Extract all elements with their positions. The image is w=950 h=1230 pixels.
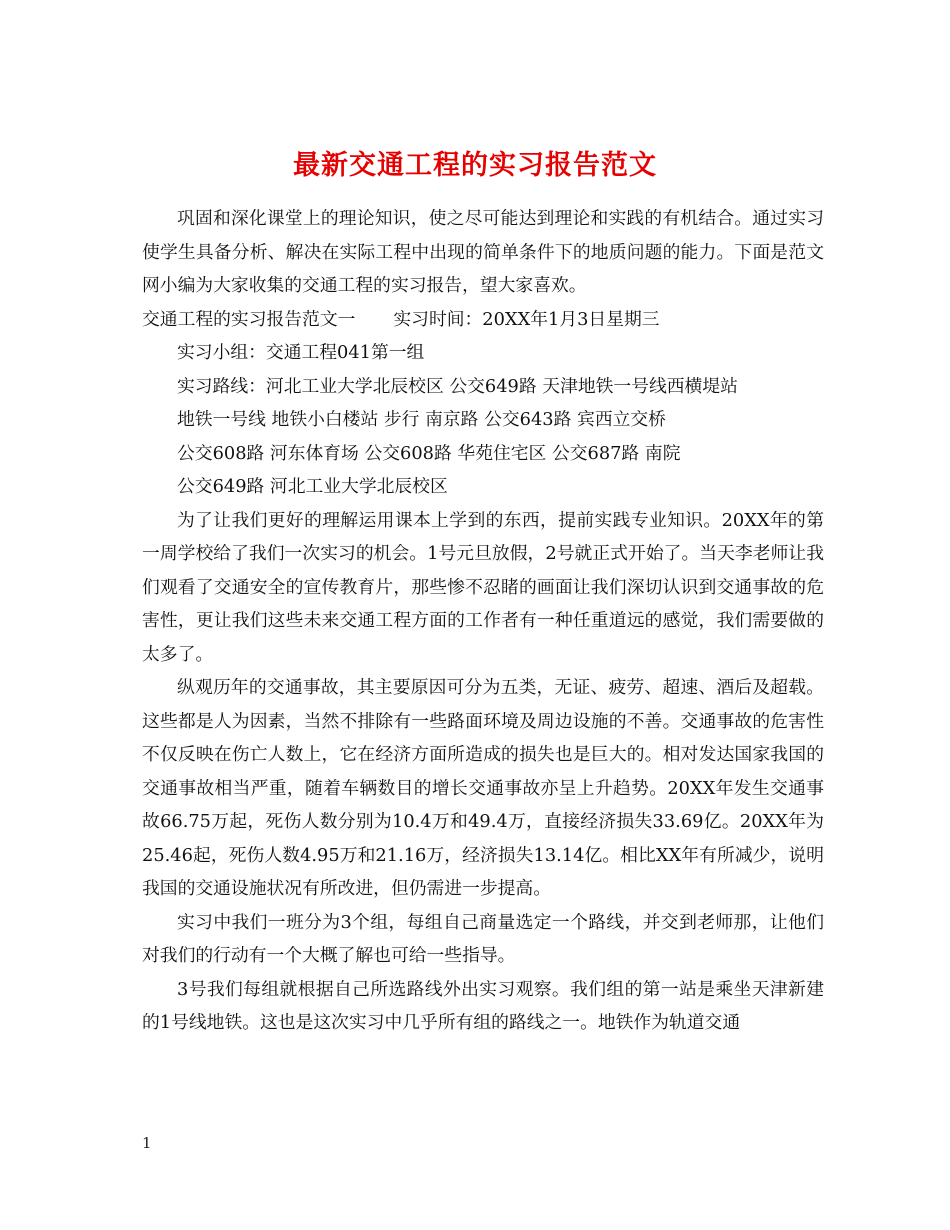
route-line-2: 地铁一号线 地铁小白楼站 步行 南京路 公交643路 宾西立交桥 [177,409,666,430]
intro-paragraph: 巩固和深化课堂上的理论知识，使之尽可能达到理论和实践的有机结合。通过实习使学生具备分析、解决在实际工程中出现的简单条件下的地质问题的能力。下面是范文网小编为大家收集的交通工程的实习报告，望大家喜欢。 [142,208,824,296]
route-line-1: 实习路线：河北工业大学北辰校区 公交649路 天津地铁一号线西横堤站 [177,375,738,397]
observation-paragraph: 3号我们每组就根据自己所选路线外出实习观察。我们组的第一站是乘坐天津新建的1号线地铁。这也是这次实习中几乎所有组的路线之一。地铁作为轨道交通 [142,978,824,1033]
internship-time: 实习时间：20XX年1月3日星期三 [393,308,660,330]
groups-paragraph: 实习中我们一班分为3个组，每组自己商量选定一个路线，并交到老师那，让他们对我们的行动有一个大概了解也可给一些指导。 [142,911,824,966]
page-number: 1 [142,1134,152,1152]
purpose-paragraph: 为了让我们更好的理解运用课本上学到的东西，提前实践专业知识。20XX年的第一周学校给了我们一次实习的机会。1号元旦放假，2号就正式开始了。当天李老师让我们观看了交通安全的宣传教育片，那些惨不忍睹的画面让我们深切认识到交通事故的危害性，更让我们这些未来交通工程方面的工作者有一种任重道远的感觉，我们需要做的太多了。 [142,509,824,665]
report-subtitle: 交通工程的实习报告范文一 [142,308,356,330]
document-title: 最新交通工程的实习报告范文 [293,150,657,182]
route-line-4: 公交649路 河北工业大学北辰校区 [177,476,448,497]
document-body [142,202,824,1040]
route-line-3: 公交608路 河东体育场 公交608路 华苑住宅区 公交687路 南院 [177,442,681,464]
internship-group: 实习小组：交通工程041第一组 [177,342,425,363]
accidents-paragraph: 纵观历年的交通事故，其主要原因可分为五类，无证、疲劳、超速、酒后及超载。这些都是人为因素，当然不排除有一些路面环境及周边设施的不善。交通事故的危害性不仅反映在伤亡人数上，它在经济方面所造成的损失也是巨大的。相对发达国家我国的交通事故相当严重，随着车辆数目的增长交通事故亦呈上升趋势。20XX年发生交通事故66.75万起，死伤人数分别为10.4万和49.4万，直接经济损失33.69亿。20XX年为25.46起，死伤人数4.95万和21.16万，经济损失13.14亿。相比XX年有所减少，说明我国的交通设施状况有所改进，但仍需进一步提高。 [142,677,824,899]
report-heading-line [142,303,824,337]
